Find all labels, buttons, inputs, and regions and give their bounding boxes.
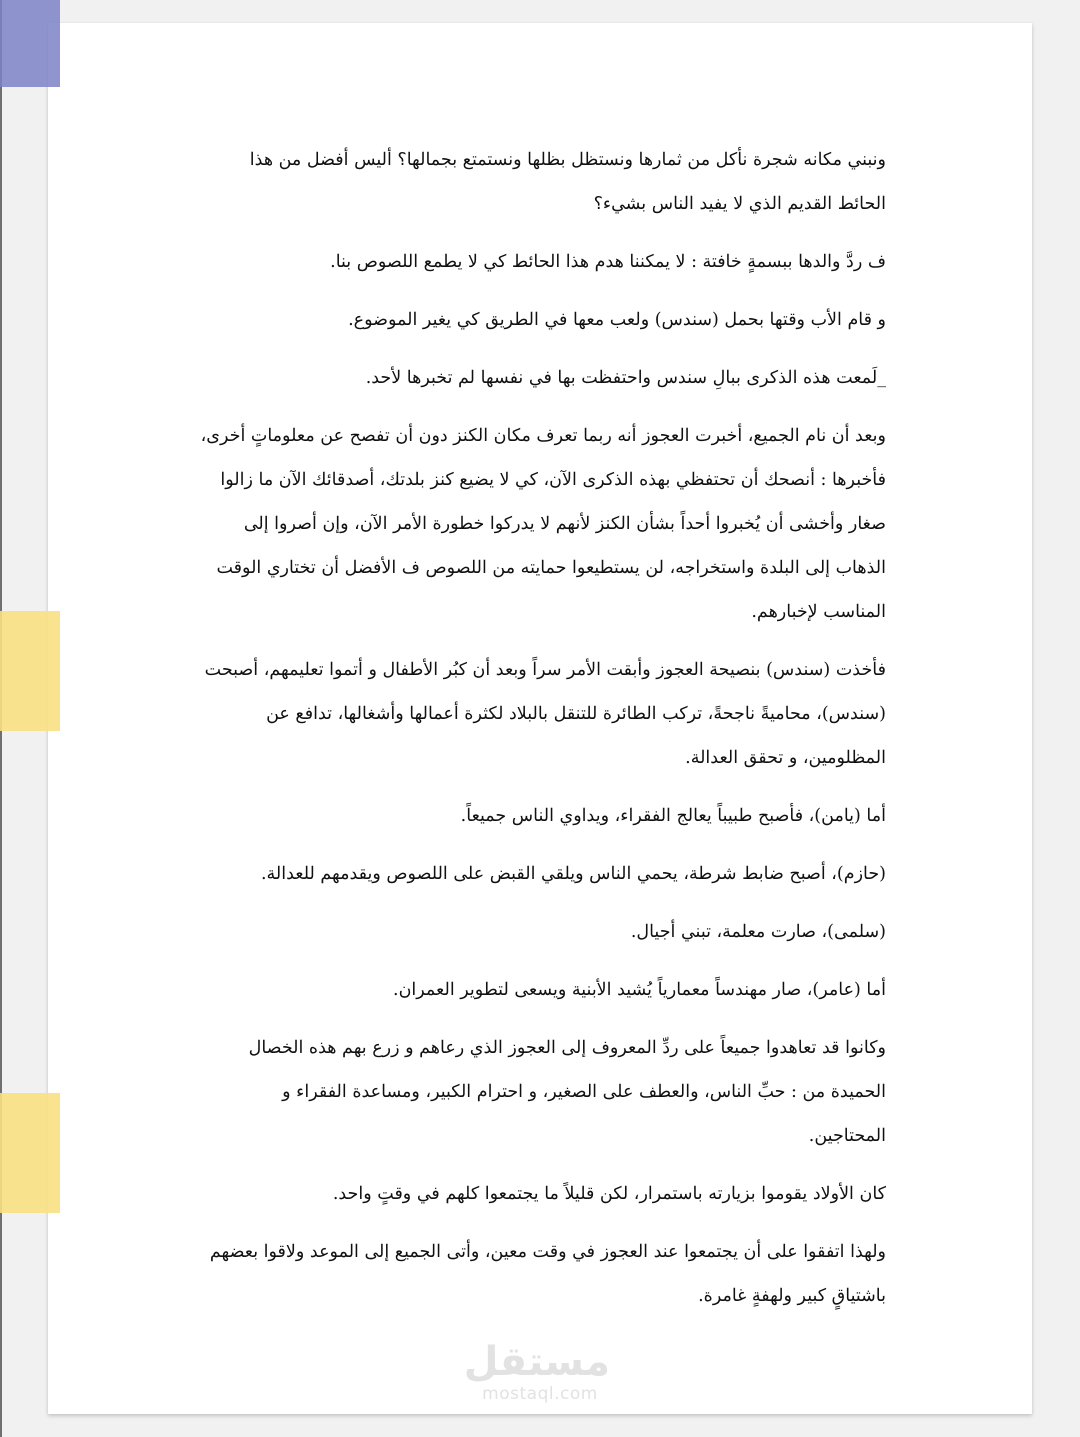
paragraph: _لَمعت هذه الذكرى ببالِ سندس واحتفظت بها في نفسها لم تخبرها لأحد.: [365, 368, 886, 388]
paragraph: كان الأولاد يقوموا بزيارته باستمرار، لكن قليلاً ما يجتمعوا كلهم في وقتٍ واحد.: [332, 1184, 886, 1204]
paragraph: ونبني مكانه شجرة نأكل من ثمارها ونستظل بظلها ونستمتع بجمالها؟ أليس أفضل من هذا الحائط القديم الذي لا يفيد الناس بشيء؟: [249, 150, 886, 214]
paragraph: ف ردَّ والدها ببسمةٍ خافتة : لا يمكننا هدم هذا الحائط كي لا يطمع اللصوص بنا.: [330, 252, 886, 272]
watermark-logo-latin: mostaql.com: [482, 1384, 598, 1404]
watermark-logo-arabic: مستقل: [463, 1339, 610, 1385]
bookmark-tab-blue[interactable]: [0, 0, 60, 87]
paragraph: فأخذت (سندس) بنصيحة العجوز وأبقت الأمر سراً وبعد أن كبُر الأطفال و أتموا تعليمهم، أصبحت (سندس)، محاميةً ناجحةً، تركب الطائرة للتنقل بالبلاد لكثرة أعمالها وأشغالها، تدافع عن المظلومين، و تحقق العدالة.: [204, 660, 886, 768]
highlight-tab-yellow-2[interactable]: [0, 1093, 60, 1213]
watermark: [463, 1339, 610, 1404]
paragraph: أما (يامن)، فأصبح طبيباً يعالج الفقراء، ويداوي الناس جميعاً.: [460, 806, 886, 826]
paragraph: و قام الأب وقتها بحمل (سندس) ولعب معها في الطريق كي يغير الموضوع.: [348, 310, 886, 330]
paragraph: أما (عامر)، صار مهندساً معمارياً يُشيد الأبنية ويسعى لتطوير العمران.: [393, 980, 886, 1000]
paragraph: (سلمى)، صارت معلمة، تبني أجيال.: [630, 922, 886, 942]
paragraph: وكانوا قد تعاهدوا جميعاً على ردِّ المعروف إلى العجوز الذي رعاهم و زرع بهم هذه الخصال الحميدة من : حبِّ الناس، والعطف على الصغير، و احترام الكبير، ومساعدة الفقراء و المحتاجين.: [248, 1038, 886, 1146]
highlight-tab-yellow-1[interactable]: [0, 611, 60, 731]
paragraph: ولهذا اتفقوا على أن يجتمعوا عند العجوز في وقت معين، وأتى الجميع إلى الموعد ولاقوا بعضهم باشتياقٍ كبير ولهفةٍ غامرة.: [209, 1242, 886, 1306]
paragraph: (حازم)، أصبح ضابط شرطة، يحمي الناس ويلقي القبض على اللصوص ويقدمهم للعدالة.: [260, 864, 886, 884]
document-body: [200, 138, 886, 1332]
paragraph: وبعد أن نام الجميع، أخبرت العجوز أنه ربما تعرف مكان الكنز دون أن تفصح عن معلوماتٍ أخرى، فأخبرها : أنصحك أن تحتفظي بهذه الذكرى الآن، كي لا يضيع كنز بلدتك، أصدقائك الآن ما زالوا صغار وأخشى أن يُخبروا أحداً بشأن الكنز لأنهم لا يدركوا خطورة الأمر الآن، وإن أصروا إلى الذهاب إلى البلدة واستخراجه، لن يستطيعوا حمايته من اللصوص ف الأفضل أن تختاري الوقت المناسب لإخبارهم.: [200, 426, 886, 622]
